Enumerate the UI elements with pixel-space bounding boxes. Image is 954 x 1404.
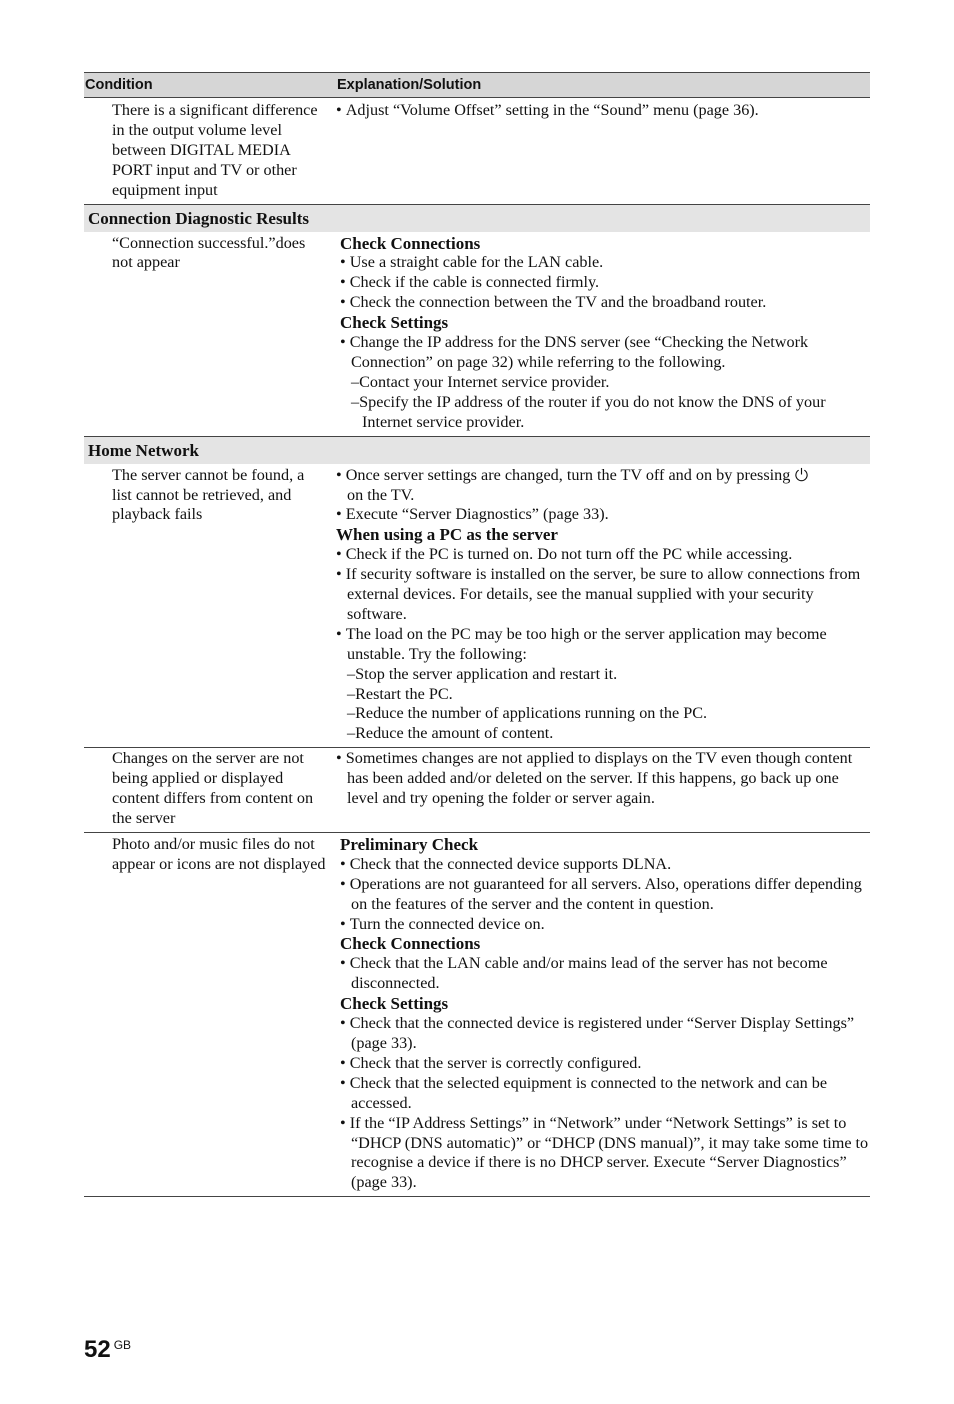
subheading: Check Connections bbox=[340, 934, 481, 954]
section-title-home-network: Home Network bbox=[84, 437, 870, 464]
subheading: Preliminary Check bbox=[340, 834, 479, 854]
list-item: • Turn the connected device on. bbox=[340, 915, 870, 935]
table-row bbox=[84, 833, 870, 1197]
dash-item: – Reduce the amount of content. bbox=[336, 724, 870, 744]
list-item: • If security software is installed on the server, be sure to allow connections from external devices. For details, see the manual supplied with your security software. bbox=[336, 565, 870, 625]
condition-cell: There is a significant difference in the output volume level between DIGITAL MEDIA PORT input and TV or other equipment input bbox=[112, 101, 318, 199]
list-item: • Check that the connected device supports DLNA. bbox=[340, 855, 870, 875]
subheading: Check Connections bbox=[340, 233, 481, 253]
list-item: • The load on the PC may be too high or the server application may become unstable. Try the following: bbox=[336, 625, 870, 665]
page-number bbox=[84, 1336, 131, 1364]
condition-cell: The server cannot be found, a list cannot be retrieved, and playback fails bbox=[112, 465, 305, 524]
list-item-text: on the TV. bbox=[347, 485, 415, 504]
condition-cell: Changes on the server are not being applied or displayed content differs from content on the server bbox=[112, 749, 314, 827]
list-item-text: Once server settings are changed, turn the TV off and on by pressing bbox=[345, 465, 791, 484]
list-item: • Change the IP address for the DNS server (see “Checking the Network Connection” on page 32) while referring to the following. bbox=[340, 333, 870, 373]
subheading: Check Settings bbox=[340, 313, 449, 333]
explanation-header: Explanation/Solution bbox=[337, 77, 482, 93]
list-item: • Execute “Server Diagnostics” (page 33). bbox=[336, 505, 870, 525]
table-row bbox=[84, 748, 870, 833]
dash-item: – Restart the PC. bbox=[336, 685, 870, 705]
list-item: • If the “IP Address Settings” in “Network” under “Network Settings” is set to “DHCP (DNS automatic)” or “DHCP (DNS manual)”, it may take some time to recognise a device if there is no DHCP server. Execute “Server Diagnostics” (page 33). bbox=[340, 1114, 870, 1194]
list-item: • Use a straight cable for the LAN cable. bbox=[340, 253, 870, 273]
troubleshooting-table bbox=[84, 72, 870, 1197]
power-icon bbox=[794, 467, 809, 482]
condition-header: Condition bbox=[85, 77, 153, 93]
region-code: GB bbox=[113, 1338, 132, 1352]
page-number-value: 52 bbox=[84, 1336, 111, 1363]
list-item: • Check the connection between the TV and the broadband router. bbox=[340, 293, 870, 313]
list-item bbox=[336, 466, 870, 506]
list-item: • Sometimes changes are not applied to displays on the TV even though content has been added and/or deleted on the server. If this happens, go back up one level and try opening the folder or server again. bbox=[336, 749, 870, 809]
dash-item: – Reduce the number of applications running on the PC. bbox=[336, 704, 870, 724]
table-row bbox=[84, 464, 870, 749]
subheading: When using a PC as the server bbox=[336, 525, 558, 545]
list-item: • Check that the server is correctly configured. bbox=[340, 1054, 870, 1074]
explanation-cell bbox=[336, 466, 870, 745]
list-item: • Check that the LAN cable and/or mains lead of the server has not become disconnected. bbox=[340, 954, 870, 994]
condition-cell: Photo and/or music files do not appear or icons are not displayed bbox=[112, 834, 326, 873]
subheading: Check Settings bbox=[340, 994, 449, 1014]
dash-item: – Specify the IP address of the router if you do not know the DNS of your Internet service provider. bbox=[340, 393, 870, 433]
condition-cell: “Connection successful.”does not appear bbox=[112, 233, 306, 272]
dash-item: – Contact your Internet service provider. bbox=[340, 373, 870, 393]
list-item: • Check if the PC is turned on. Do not turn off the PC while accessing. bbox=[336, 545, 870, 565]
dash-item: – Stop the server application and restart it. bbox=[336, 665, 870, 685]
explanation-cell bbox=[336, 835, 870, 1193]
section-title-connection-diagnostic: Connection Diagnostic Results bbox=[84, 205, 870, 232]
table-row bbox=[84, 232, 870, 437]
table-row bbox=[84, 98, 870, 205]
explanation-cell bbox=[336, 234, 870, 433]
list-item: • Check that the selected equipment is connected to the network and can be accessed. bbox=[340, 1074, 870, 1114]
list-item: • Check if the cable is connected firmly. bbox=[340, 273, 870, 293]
explanation-cell bbox=[336, 749, 870, 829]
explanation-cell bbox=[336, 101, 870, 201]
list-item: • Adjust “Volume Offset” setting in the “Sound” menu (page 36). bbox=[336, 101, 870, 121]
table-header bbox=[84, 72, 870, 98]
list-item: • Operations are not guaranteed for all servers. Also, operations differ depending on the features of the server and the content in question. bbox=[340, 875, 870, 915]
list-item: • Check that the connected device is registered under “Server Display Settings” (page 33). bbox=[340, 1014, 870, 1054]
